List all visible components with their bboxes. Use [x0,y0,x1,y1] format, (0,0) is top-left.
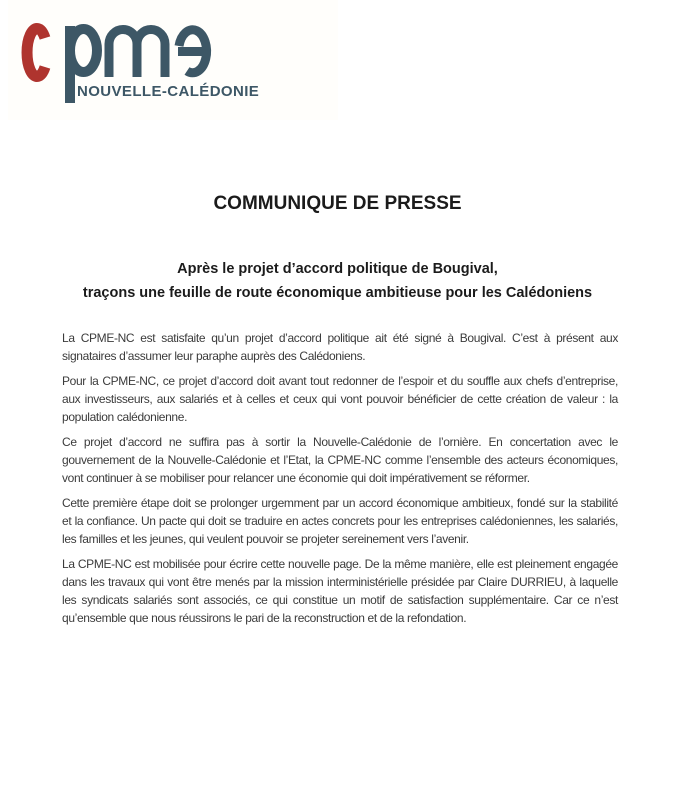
body-paragraph: Ce projet d’accord ne suffira pas à sortir la Nouvelle-Calédonie de l’ornière. En concertation avec le gouvernement de la Nouvelle-Calédonie et l’Etat, la CPME-NC comme l’ensemble des acteurs économiques, vont continuer à se mobiliser pour relancer une économie qui doit impérativement se réformer. [62,435,618,485]
press-release-subtitle [0,257,675,305]
subtitle-line2: traçons une feuille de route économique ambitieuse pour les Calédoniens [82,285,593,301]
press-release-body [62,329,618,634]
cpme-logo [15,8,270,110]
body-paragraph: La CPME-NC est mobilisée pour écrire cette nouvelle page. De la même manière, elle est pleinement engagée dans les travaux qui vont être menés par la mission interministérielle présidée par Claire DURRIEU, à laquelle les syndicats salariés sont associés, ce qui constitue un motif de satisfaction supplémentaire. Car ce n’est qu’ensemble que nous réussirons le pari de la reconstruction et de la refondation. [62,557,618,625]
body-paragraph: La CPME-NC est satisfaite qu’un projet d’accord politique ait été signé à Bougival. C’est à présent aux signataires d’assumer leur paraphe auprès des Calédoniens. [62,331,618,363]
body-paragraph: Pour la CPME-NC, ce projet d’accord doit avant tout redonner de l’espoir et du souffle aux chefs d’entreprise, aux investisseurs, aux salariés et à celles et ceux qui vont pouvoir bénéficier de cette création de valeur : la population calédonienne. [62,374,618,424]
press-release-title: COMMUNIQUE DE PRESSE [213,193,462,214]
logo-letter-p-bowl [70,29,97,72]
logo-tagline: NOUVELLE-CALÉDONIE [77,83,260,100]
logo-letter-m [109,30,165,78]
logo-letter-c [27,29,45,77]
body-paragraph: Cette première étape doit se prolonger urgemment par un accord économique ambitieux, fondé sur la stabilité et la confiance. Un pacte qui doit se traduire en actes concrets pour les entreprises calédoniennes, les salariés, les familles et les jeunes, qui veulent pouvoir se projeter sereinement vers l’avenir. [62,496,618,546]
subtitle-line1: Après le projet d’accord politique de Bougival, [177,261,498,277]
logo-letter-e [178,30,207,73]
